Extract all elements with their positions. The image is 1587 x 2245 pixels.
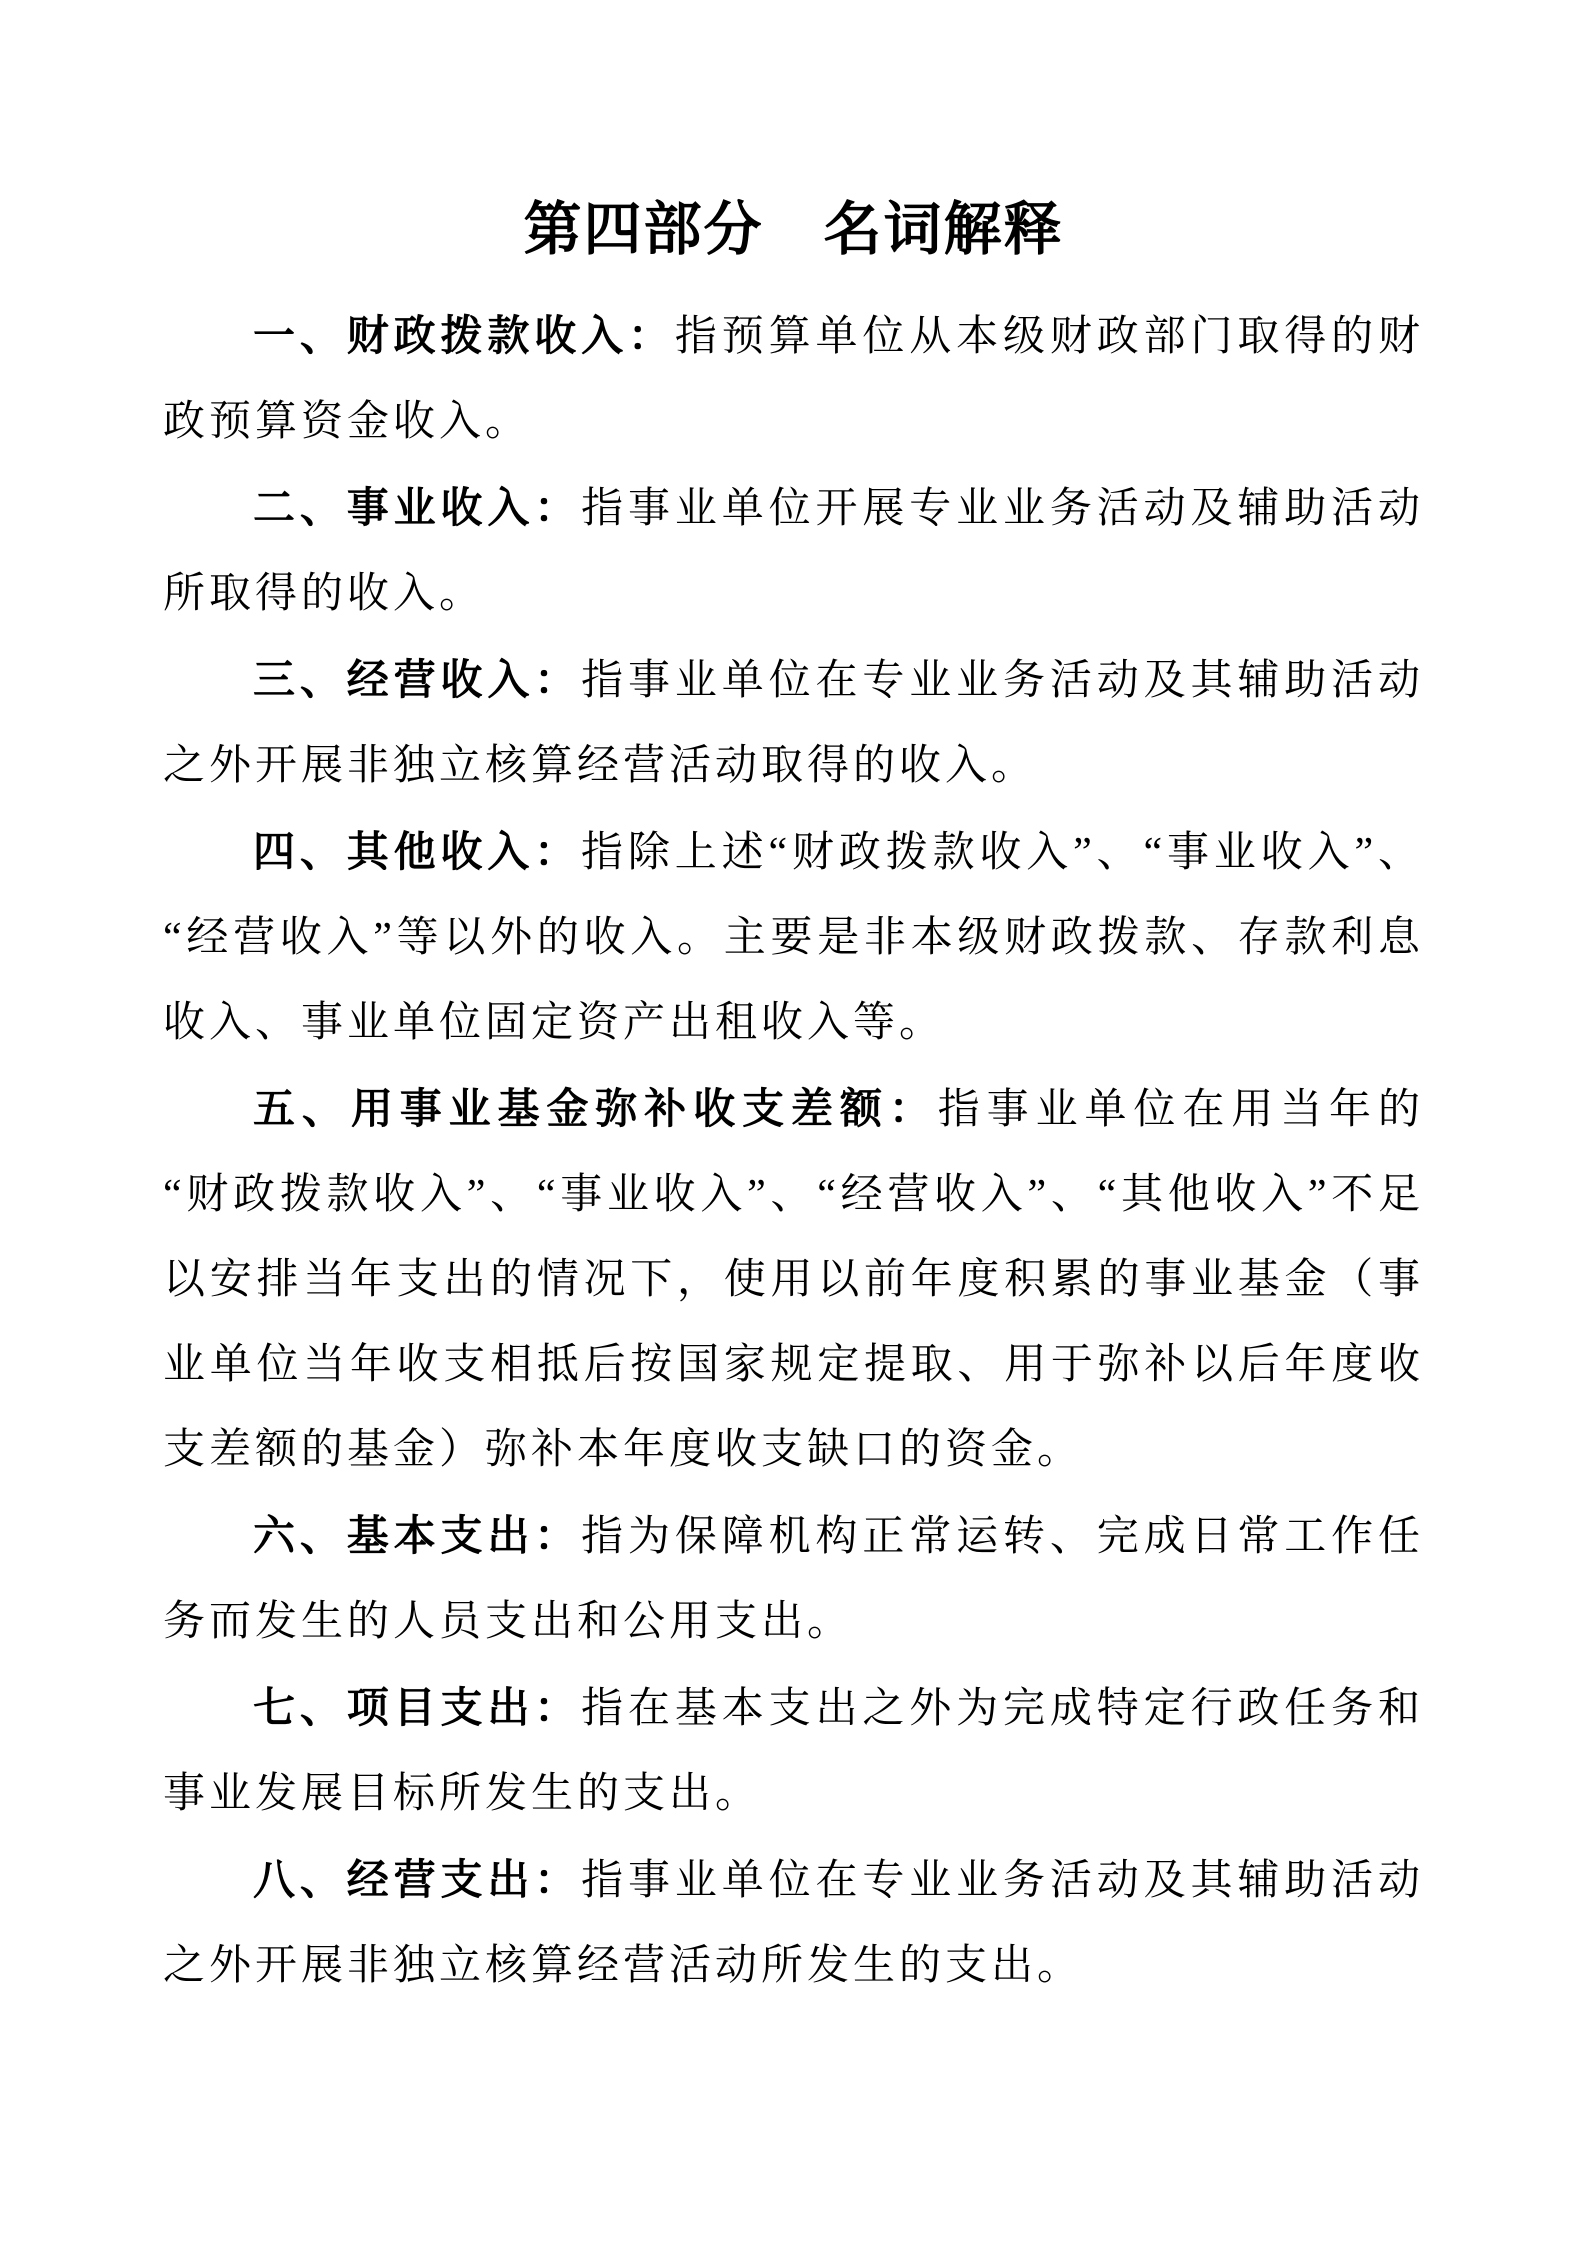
- term-definition: 指除上述“财政拨款收入”、“事业收入”、“经营收入”等以外的收入。主要是非本级财政拨款、存款利息收入、事业单位固定资产出租收入等。: [163, 830, 1424, 1046]
- term-definition: 指在基本支出之外为完成特定行政任务和事业发展目标所发生的支出。: [163, 1686, 1424, 1817]
- term-label: 四、其他收入：: [253, 828, 582, 875]
- glossary-paragraph: [163, 809, 1424, 1066]
- term-label: 二、事业收入：: [253, 484, 582, 531]
- page-title: 第四部分 名词解释: [523, 197, 1064, 262]
- term-definition: 指事业单位开展专业业务活动及辅助活动所取得的收入。: [163, 486, 1424, 617]
- glossary-paragraph: [163, 1493, 1424, 1665]
- term-definition: 指事业单位在专业业务活动及其辅助活动之外开展非独立核算经营活动取得的收入。: [163, 658, 1424, 789]
- term-label: 八、经营支出：: [253, 1856, 582, 1903]
- term-label: 七、项目支出：: [253, 1684, 582, 1731]
- glossary-paragraph: [163, 1665, 1424, 1837]
- glossary-paragraph: [163, 1066, 1424, 1493]
- term-definition: 指预算单位从本级财政部门取得的财政预算资金收入。: [163, 314, 1424, 445]
- term-label: 六、基本支出：: [253, 1512, 582, 1559]
- term-label: 五、用事业基金弥补收支差额：: [253, 1085, 938, 1132]
- term-definition: 指为保障机构正常运转、完成日常工作任务而发生的人员支出和公用支出。: [163, 1514, 1424, 1645]
- glossary-paragraph: [163, 293, 1424, 465]
- term-definition: 指事业单位在专业业务活动及其辅助活动之外开展非独立核算经营活动所发生的支出。: [163, 1858, 1424, 1989]
- term-definition: 指事业单位在用当年的“财政拨款收入”、“事业收入”、“经营收入”、“其他收入”不足以安排当年支出的情况下，使用以前年度积累的事业基金（事业单位当年收支相抵后按国家规定提取、用于弥补以后年度收支差额的基金）弥补本年度收支缺口的资金。: [163, 1087, 1424, 1473]
- glossary-list: [163, 293, 1424, 2009]
- glossary-paragraph: [163, 637, 1424, 809]
- glossary-paragraph: [163, 1837, 1424, 2009]
- term-label: 三、经营收入：: [253, 656, 582, 703]
- glossary-paragraph: [163, 465, 1424, 637]
- term-label: 一、财政拨款收入：: [253, 312, 675, 359]
